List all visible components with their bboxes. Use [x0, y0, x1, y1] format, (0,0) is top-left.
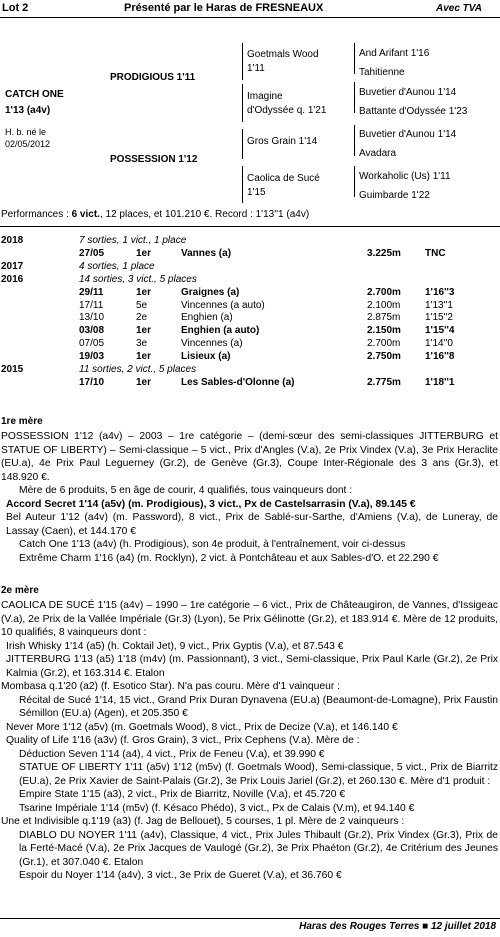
- dam-dam: Caolica de Sucé 1'15: [247, 173, 320, 198]
- sire: PRODIGIOUS 1'11: [110, 72, 196, 83]
- grandoffspring-line: Empire State 1'15 (a3), 2 vict., Prix de Biarritz, Noville (V.a), et 45.720 €: [19, 789, 346, 800]
- second-dam-intro: CAOLICA DE SUCÉ 1'15 (a4v) – 1990 – 1re catégorie – 6 vict., Prix de Châteaugiron, de Vannes, d'Issigeac (V.a), 2e Prix de la Vallée Impériale (Gr.3) (Lyon), 5e Prix Gélinotte (Gr.2), et 183.914 €. Mère de 12 produits, 10 qualifiés, 8 vainqueurs dont :: [1, 600, 498, 638]
- race-place: Enghien (a): [181, 312, 233, 324]
- offspring-line: Never More 1'12 (a5v) (m. Goetmals Wood), 8 vict., Prix de Decize (V.a), et 146.140 €: [6, 721, 398, 733]
- bracket-g2: [354, 82, 355, 113]
- race-year-summary: 11 sorties, 2 vict., 5 places: [79, 364, 197, 375]
- ancestor-group-4: Workaholic (Us) 1'11 Guimbarde 1'22: [359, 171, 451, 201]
- dam-sire: Gros Grain 1'14: [247, 136, 318, 147]
- race-time: 1'18''1: [425, 376, 455, 388]
- header-rule: [0, 17, 500, 18]
- race-year: 2018: [1, 235, 24, 246]
- grandoffspring-line: DIABLO DU NOYER 1'11 (a4v), Classique, 4 vict., Prix Jules Thibault (Gr.2), Prix Vindex (Gr.3), Prix de la Ferté-Macé (V.a), 2e Prix Jacques de Vaulogé (Gr.2), 3e Prix Phaéton (Gr.2), 4e Critérium des Jeunes (Gr.1), et 307.040 €. Etalon: [19, 829, 498, 868]
- tva-label: Avec TVA: [436, 3, 482, 14]
- race-rank: 1er: [136, 351, 152, 363]
- first-dam-section: [1, 430, 498, 565]
- race-date: 03/08: [79, 325, 105, 337]
- footer-rule: [0, 918, 500, 919]
- race-dist: 2.100m: [367, 299, 401, 311]
- race-year: 2015: [1, 364, 24, 375]
- race-place: Vincennes (a): [181, 338, 243, 350]
- race-time: 1'13''1: [425, 299, 453, 311]
- offspring-line: Catch One 1'13 (a4v) (h. Prodigious), son 4e produit, à l'entraînement, voir ci-dessus: [19, 539, 406, 550]
- race-date: 17/10: [79, 376, 105, 388]
- race-place: Graignes (a): [181, 286, 240, 298]
- race-dist: 2.700m: [367, 286, 401, 298]
- offspring-line: STATUE OF LIBERTY 1'11 (a5v) 1'12 (m5v) (f. Goetmals Wood), Semi-classique, 5 vict., Prix de Biarritz (EU.a), 2e Prix Xavier de Saint-Palais (Gr.2), 3e Prix Louis Jariel (Gr.2), et 260.130 €. Mère d'1 produit :: [19, 762, 498, 787]
- ancestor-group-2: Buvetier d'Aunou 1'14 Battante d'Odyssée 1'23: [359, 87, 468, 117]
- race-dist: 2.750m: [367, 351, 401, 363]
- race-time: 1'15''4: [425, 325, 455, 337]
- offspring-line: Extrême Charm 1'16 (a4) (m. Rocklyn), 2 vict. à Pontchâteau et aux Sables-d'O. et 22.290 €: [19, 552, 439, 564]
- race-rank: 1er: [136, 325, 152, 337]
- race-time: 1'16''8: [425, 351, 455, 363]
- sire-sire: Goetmals Wood 1'11: [247, 49, 319, 74]
- race-dist: 2.775m: [367, 376, 401, 388]
- race-rank: 5e: [136, 299, 148, 311]
- ancestor-group-1: And Arifant 1'16 Tahitienne: [359, 48, 430, 78]
- race-rank: 3e: [136, 338, 148, 350]
- race-time: 1'16''3: [425, 286, 455, 298]
- footer: Haras des Rouges Terres ■ 12 juillet 2018: [299, 921, 496, 932]
- race-dist: 2.875m: [367, 312, 401, 324]
- grandoffspring-line: Récital de Sucé 1'14, 15 vict., Grand Prix Duran Dynavena (EU.a) (Beaumont-de-Lomagne), Prix Faustin Sémillon (EU.a) (Agen), et 205.350 €: [19, 694, 498, 719]
- offspring-line: Mombasa q.1'20 (a2) (f. Esotico Star). N'a pas couru. Mère d'1 vainqueur :: [1, 681, 340, 692]
- race-year-summary: 7 sorties, 1 vict., 1 place: [79, 235, 187, 246]
- race-place: Vannes (a): [181, 247, 232, 259]
- race-year: 2017: [1, 260, 24, 272]
- race-date: 27/05: [79, 247, 105, 259]
- bracket-g3: [354, 125, 355, 156]
- second-dam-section: [1, 599, 498, 883]
- race-time: 1'15''2: [425, 312, 453, 324]
- horse-desc: H. b. né le: [5, 127, 47, 137]
- race-record: [0, 235, 500, 405]
- bracket-g1: [354, 43, 355, 74]
- performances-rule: [0, 226, 500, 227]
- race-place: Vincennes (a auto): [181, 299, 265, 311]
- horse-record: 1'13 (a4v): [5, 105, 51, 116]
- offspring-line: Irish Whisky 1'14 (a5) (h. Coktail Jet), 9 vict., Prix Gyptis (V.a), et 87.543 €: [6, 640, 344, 652]
- race-dist: 2.700m: [367, 338, 401, 350]
- lot-number: Lot 2: [2, 2, 29, 14]
- performances-summary: Performances : 6 vict., 12 places, et 101.210 €. Record : 1'13''1 (a4v): [1, 209, 310, 220]
- bracket-g4: [354, 166, 355, 197]
- offspring-line: Une et Indivisible q.1'19 (a3) (f. Jag de Bellouet), 5 courses, 1 pl. Mère de 2 vainqueurs :: [1, 816, 405, 827]
- dam: POSSESSION 1'12: [110, 154, 198, 165]
- race-rank: 1er: [136, 376, 152, 388]
- first-dam-heading: 1re mère: [1, 416, 43, 427]
- race-dist: 3.225m: [367, 247, 401, 259]
- race-year: 2016: [1, 273, 24, 285]
- ancestor-group-3: Buvetier d'Aunou 1'14 Avadara: [359, 129, 457, 159]
- race-date: 29/11: [79, 286, 104, 298]
- offspring-line: Tsarine Impériale 1'14 (m5v) (f. Késaco Phédo), 3 vict., Px de Calais (V.m), et 94.140 €: [19, 802, 415, 814]
- race-time: TNC: [425, 247, 446, 259]
- horse-name: CATCH ONE: [5, 89, 64, 100]
- race-date: 17/11: [79, 299, 104, 311]
- horse-birthdate: 02/05/2012: [5, 139, 51, 149]
- race-year-summary: 4 sorties, 1 place: [79, 260, 155, 272]
- presenter: Présenté par le Haras de FRESNEAUX: [124, 2, 324, 14]
- race-rank: 2e: [136, 312, 148, 324]
- bracket-ss: [242, 43, 243, 80]
- offspring-line: Bel Auteur 1'12 (a4v) (m. Password), 8 vict., Prix de Sablé-sur-Sarthe, d'Amiens (V.a), de Luneray, de Lassay (Caen), et 144.170 €: [6, 512, 498, 537]
- second-dam-heading: 2e mère: [1, 585, 39, 596]
- race-dist: 2.150m: [367, 325, 401, 337]
- first-dam-intro: POSSESSION 1'12 (a4v) – 2003 – 1re catégorie – (demi-sœur des semi-classiques JITTERBURG et STATUE OF LIBERTY) – Semi-classique – 5 vict., Prix d'Angles (V.a), 2e Prix Vindex (V.a), 3e Prix Heraclite (EU.a), 4e Prix Paul Leguerney (Gr.2), de Genève (Gr.3), Coupe Inter-Régionale des 3 ans (Gr.3), et 148.920 €.: [1, 431, 498, 483]
- offspring-line: Accord Secret 1'14 (a5v) (m. Prodigious), 3 vict., Px de Castelsarrasin (V.a), 89.145 €: [6, 498, 416, 510]
- race-rank: 1er: [136, 286, 152, 298]
- grandoffspring-line: Déduction Seven 1'14 (a4), 4 vict., Prix de Feneu (V.a), et 39.990 €: [19, 748, 325, 760]
- race-place: Enghien (a auto): [181, 325, 260, 337]
- grandoffspring-line: Espoir du Noyer 1'14 (a4v), 3 vict., 3e Prix de Gueret (V.a), et 36.760 €: [19, 870, 342, 881]
- offspring-line: JITTERBURG 1'13 (a5) 1'18 (m4v) (m. Passionnant), 3 vict., Semi-classique, Prix Paul Karle (Gr.2), 2e Prix Kalmia (Gr.2), et 163.314 €. Etalon: [6, 654, 498, 679]
- race-place: Lisieux (a): [181, 351, 231, 363]
- first-dam-produce-count: Mère de 6 produits, 5 en âge de courir, 4 qualifiés, tous vainqueurs dont :: [19, 485, 353, 496]
- race-date: 13/10: [79, 312, 105, 324]
- bracket-dd: [242, 166, 243, 203]
- race-rank: 1er: [136, 247, 152, 259]
- race-year-summary: 14 sorties, 3 vict., 5 places: [79, 273, 197, 285]
- race-place: Les Sables-d'Olonne (a): [181, 376, 295, 388]
- offspring-line: Quality of Life 1'16 (a3v) (f. Gros Grain), 3 vict., Prix Cephens (V.a). Mère de :: [6, 735, 360, 746]
- race-date: 19/03: [79, 351, 105, 363]
- race-time: 1'14''0: [425, 338, 453, 350]
- sire-dam: Imagine d'Odyssée q. 1'21: [247, 91, 327, 116]
- bracket-ds: [242, 129, 243, 159]
- race-date: 07/05: [79, 338, 105, 350]
- bracket-sd: [242, 84, 243, 122]
